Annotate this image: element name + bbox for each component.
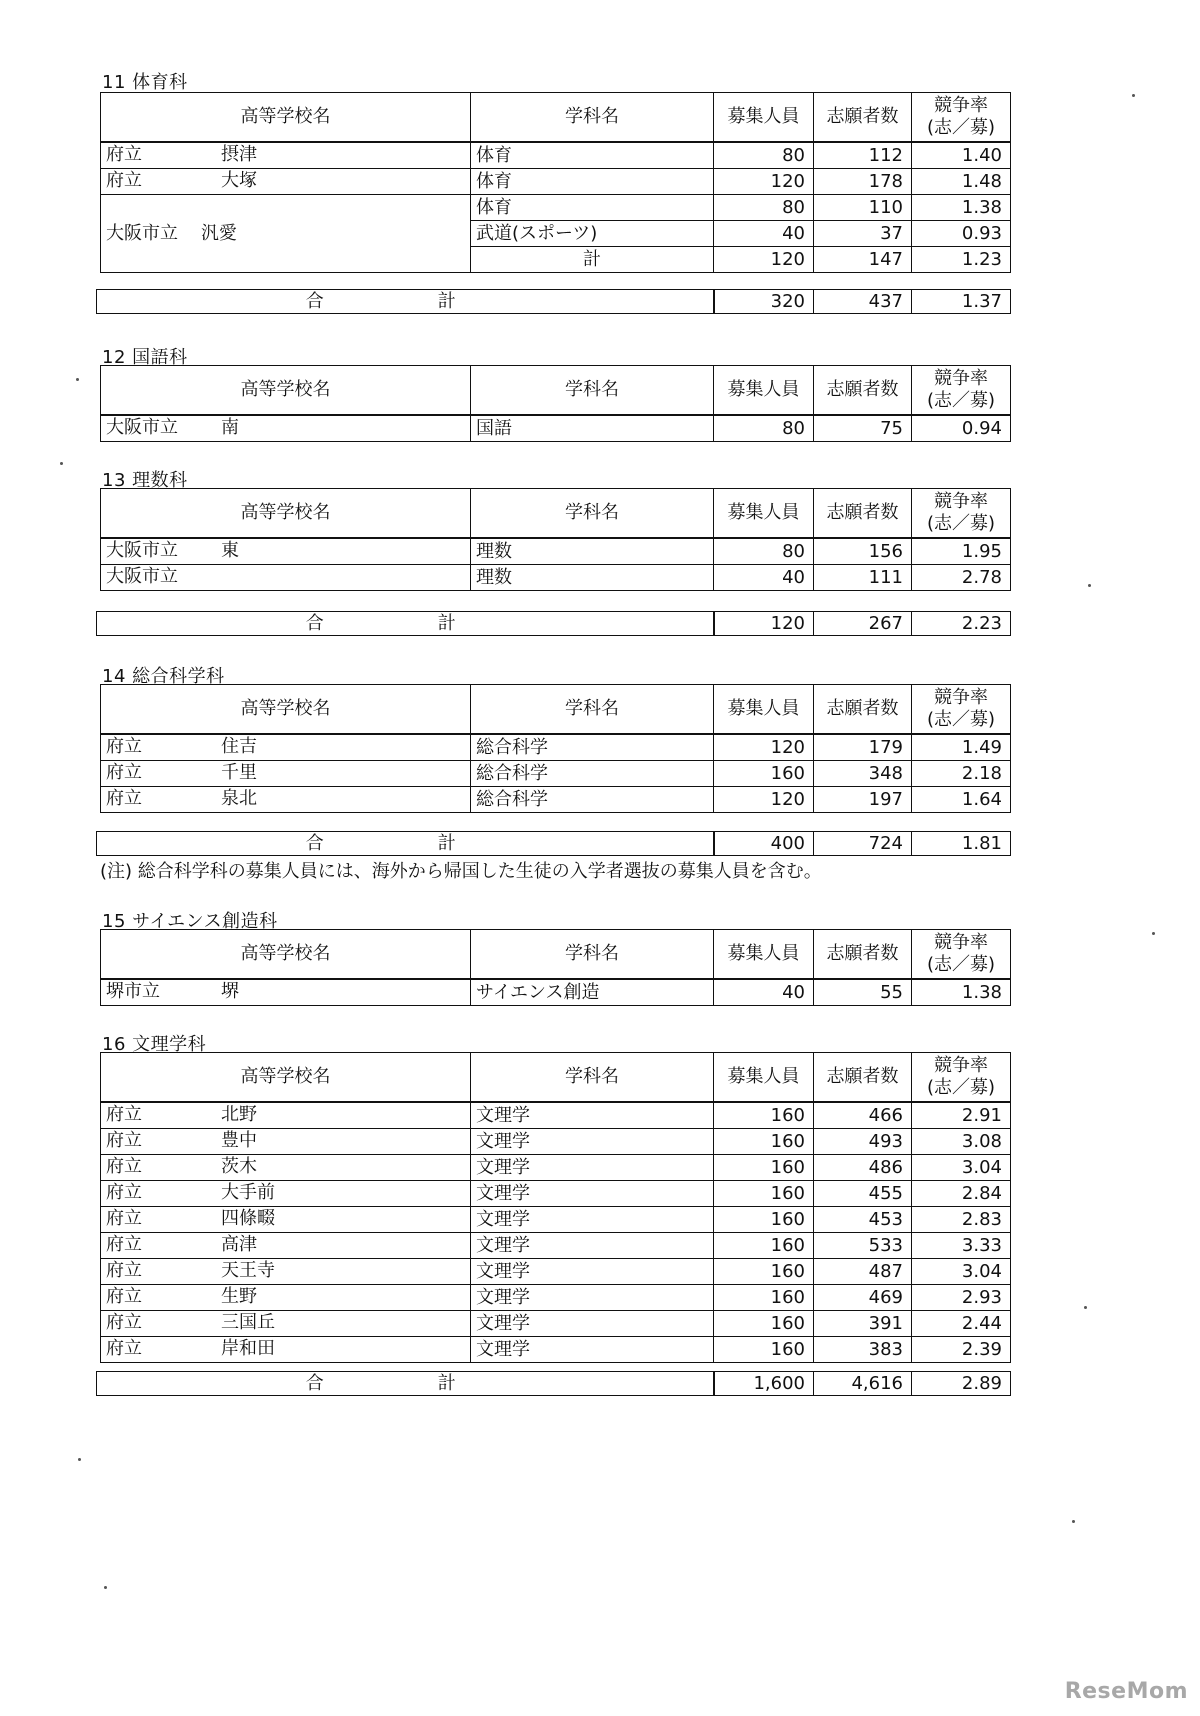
general-science-table: [100, 684, 1011, 813]
table-row: [101, 1259, 1011, 1285]
table-row: [101, 169, 1011, 195]
rate-cell: 2.93: [912, 1285, 1011, 1311]
capacity-cell: 160: [714, 1259, 814, 1285]
scan-speck: [1084, 1306, 1087, 1309]
total-applicants: 724: [814, 832, 912, 856]
scan-speck: [1072, 1520, 1075, 1523]
applicants-cell: 493: [814, 1129, 912, 1155]
school-cell: [101, 761, 471, 787]
capacity-cell: 160: [714, 1233, 814, 1259]
table-row: [101, 787, 1011, 813]
physical-ed-table: [100, 92, 1011, 273]
total-rate: 1.81: [912, 832, 1011, 856]
dept-cell: 国語: [471, 415, 714, 442]
school-pref: 府立: [106, 762, 142, 783]
header-rate-top: 競争率: [934, 1055, 988, 1076]
section-title-physical-ed: 11 体育科: [102, 72, 188, 93]
rate-cell: 2.84: [912, 1181, 1011, 1207]
school-cell: [101, 1337, 471, 1363]
resemom-logo: ReseMom: [1064, 1679, 1188, 1704]
header-rate-bottom: (志／募): [926, 1077, 996, 1098]
capacity-cell: 160: [714, 1129, 814, 1155]
school-pref: 大阪市立: [106, 417, 178, 438]
school-cell: [101, 1311, 471, 1337]
rate-cell: 1.95: [912, 538, 1011, 565]
school-cell: [101, 1259, 471, 1285]
table-row: [101, 1285, 1011, 1311]
rate-cell: 3.33: [912, 1233, 1011, 1259]
dept-cell: 総合科学: [471, 734, 714, 761]
header-dept: 学科名: [471, 930, 714, 980]
dept-cell: 文理学: [471, 1129, 714, 1155]
section-title-science-creation: 15 サイエンス創造科: [102, 911, 278, 932]
section-title-japanese: 12 国語科: [102, 347, 188, 368]
school-cell: [101, 1233, 471, 1259]
dept-cell: 文理学: [471, 1155, 714, 1181]
school-pref: 堺市立: [106, 981, 160, 1002]
school-cell: [101, 1207, 471, 1233]
capacity-cell: 40: [714, 221, 814, 247]
applicants-cell: 197: [814, 787, 912, 813]
total-rate: 1.37: [912, 290, 1011, 314]
school-name: 岸和田: [221, 1338, 275, 1359]
total-capacity: 320: [714, 290, 814, 314]
dept-cell: 体育: [471, 195, 714, 221]
school-pref: 府立: [106, 1338, 142, 1359]
school-pref: 府立: [106, 788, 142, 809]
applicants-cell: 55: [814, 979, 912, 1006]
header-rate: [912, 489, 1011, 539]
table-header-row: [101, 685, 1011, 735]
school-name: 茨木: [221, 1156, 257, 1177]
header-rate-bottom: (志／募): [926, 390, 996, 411]
total-label: 合 計: [97, 1372, 714, 1396]
rate-cell: 3.08: [912, 1129, 1011, 1155]
science-math-table: [100, 488, 1011, 591]
total-label: 合 計: [97, 290, 714, 314]
applicants-cell: 469: [814, 1285, 912, 1311]
school-cell: [101, 734, 471, 761]
capacity-cell: 160: [714, 1155, 814, 1181]
rate-cell: 1.64: [912, 787, 1011, 813]
header-school: 高等学校名: [101, 930, 471, 980]
table-header-row: [101, 489, 1011, 539]
header-rate: [912, 930, 1011, 980]
school-cell: [101, 1102, 471, 1129]
school-pref: 府立: [106, 1234, 142, 1255]
science-math-total: [96, 611, 1011, 636]
table-row: [101, 142, 1011, 169]
capacity-cell: 160: [714, 1181, 814, 1207]
school-name: 高津: [221, 1234, 257, 1255]
table-header-row: [101, 366, 1011, 416]
applicants-cell: 348: [814, 761, 912, 787]
dept-cell: 体育: [471, 169, 714, 195]
school-pref: 府立: [106, 1312, 142, 1333]
school-cell: [101, 1285, 471, 1311]
total-capacity: 120: [714, 612, 814, 636]
total-capacity: 400: [714, 832, 814, 856]
applicants-cell: 111: [814, 565, 912, 591]
school-cell: [101, 787, 471, 813]
school-name: 四條畷: [221, 1208, 275, 1229]
table-row: [101, 1233, 1011, 1259]
rate-cell: 3.04: [912, 1155, 1011, 1181]
header-rate-top: 競争率: [934, 687, 988, 708]
dept-cell: 文理学: [471, 1207, 714, 1233]
total-applicants: 4,616: [814, 1372, 912, 1396]
dept-cell: 文理学: [471, 1337, 714, 1363]
table-header-row: [101, 93, 1011, 143]
dept-cell: 文理学: [471, 1311, 714, 1337]
rate-cell: 3.04: [912, 1259, 1011, 1285]
school-pref: 府立: [106, 1156, 142, 1177]
school-pref: 府立: [106, 144, 142, 165]
header-capacity: 募集人員: [714, 1053, 814, 1103]
capacity-cell: 80: [714, 538, 814, 565]
header-applicants: 志願者数: [814, 1053, 912, 1103]
header-rate-top: 競争率: [934, 932, 988, 953]
header-applicants: 志願者数: [814, 366, 912, 416]
rate-cell: 2.91: [912, 1102, 1011, 1129]
capacity-cell: 120: [714, 734, 814, 761]
school-cell: [101, 169, 471, 195]
school-cell: [101, 538, 471, 565]
school-cell: [101, 1181, 471, 1207]
scan-speck: [1132, 94, 1135, 97]
table-row: [101, 761, 1011, 787]
school-cell: [101, 142, 471, 169]
school-cell: [101, 565, 471, 591]
school-name: 摂津: [221, 144, 257, 165]
section-title-arts-sciences: 16 文理学科: [102, 1034, 207, 1055]
dept-cell: 総合科学: [471, 761, 714, 787]
school-name: 東: [221, 540, 239, 561]
school-cell: [101, 979, 471, 1006]
applicants-cell: 112: [814, 142, 912, 169]
table-row: [101, 1129, 1011, 1155]
school-name: 汎愛: [200, 222, 237, 244]
rate-cell: 2.78: [912, 565, 1011, 591]
school-pref: 府立: [106, 1130, 142, 1151]
section-title-science-math: 13 理数科: [102, 470, 188, 491]
general-science-note: (注) 総合科学科の募集人員には、海外から帰国した生徒の入学者選抜の募集人員を含む。: [100, 861, 822, 882]
total-rate: 2.23: [912, 612, 1011, 636]
dept-cell: 文理学: [471, 1259, 714, 1285]
header-school: 高等学校名: [101, 93, 471, 143]
table-row: [101, 538, 1011, 565]
applicants-cell: 178: [814, 169, 912, 195]
school-pref: 府立: [106, 1182, 142, 1203]
school-pref: 府立: [106, 1260, 142, 1281]
capacity-cell: 160: [714, 1311, 814, 1337]
header-dept: 学科名: [471, 685, 714, 735]
dept-cell: 武道(スポーツ): [471, 221, 714, 247]
table-row: [101, 565, 1011, 591]
table-row: [101, 979, 1011, 1006]
school-cell: [101, 1155, 471, 1181]
header-dept: 学科名: [471, 489, 714, 539]
school-cell-merged: [101, 195, 471, 273]
dept-cell: 文理学: [471, 1233, 714, 1259]
capacity-cell: 120: [714, 169, 814, 195]
header-rate-top: 競争率: [934, 491, 988, 512]
header-capacity: 募集人員: [714, 685, 814, 735]
rate-cell: 1.38: [912, 195, 1011, 221]
scan-speck: [1088, 584, 1091, 587]
applicants-cell: 37: [814, 221, 912, 247]
school-pref: 府立: [106, 1286, 142, 1307]
header-school: 高等学校名: [101, 685, 471, 735]
total-applicants: 267: [814, 612, 912, 636]
dept-cell: 理数: [471, 565, 714, 591]
section-title-general-science: 14 総合科学科: [102, 666, 225, 687]
school-cell: [101, 415, 471, 442]
header-applicants: 志願者数: [814, 685, 912, 735]
rate-cell: 2.44: [912, 1311, 1011, 1337]
physical-ed-total: [96, 289, 1011, 314]
applicants-cell: 383: [814, 1337, 912, 1363]
total-capacity: 1,600: [714, 1372, 814, 1396]
dept-cell: 文理学: [471, 1102, 714, 1129]
capacity-cell: 160: [714, 1285, 814, 1311]
dept-cell: サイエンス創造: [471, 979, 714, 1006]
rate-cell: 2.39: [912, 1337, 1011, 1363]
header-capacity: 募集人員: [714, 93, 814, 143]
scan-speck: [78, 1458, 81, 1461]
dept-cell: 総合科学: [471, 787, 714, 813]
japanese-table: [100, 365, 1011, 442]
capacity-cell: 160: [714, 1337, 814, 1363]
school-pref: 大阪市立: [106, 540, 178, 561]
dept-cell: 体育: [471, 142, 714, 169]
table-row: [101, 1181, 1011, 1207]
table-row: [101, 1155, 1011, 1181]
header-school: 高等学校名: [101, 366, 471, 416]
scan-speck: [60, 462, 63, 465]
applicants-cell: 453: [814, 1207, 912, 1233]
total-applicants: 437: [814, 290, 912, 314]
total-label: 合 計: [97, 832, 714, 856]
school-name: 三国丘: [221, 1312, 275, 1333]
table-row: [101, 1102, 1011, 1129]
dept-cell: 理数: [471, 538, 714, 565]
table-row: [101, 734, 1011, 761]
header-rate-top: 競争率: [934, 95, 988, 116]
school-name: 堺: [221, 981, 239, 1002]
rate-cell: 1.49: [912, 734, 1011, 761]
school-name: 大手前: [221, 1182, 275, 1203]
capacity-cell: 40: [714, 979, 814, 1006]
capacity-cell: 160: [714, 761, 814, 787]
header-capacity: 募集人員: [714, 366, 814, 416]
applicants-cell: 156: [814, 538, 912, 565]
capacity-cell: 80: [714, 415, 814, 442]
dept-cell: 文理学: [471, 1181, 714, 1207]
school-name: 天王寺: [221, 1260, 275, 1281]
header-school: 高等学校名: [101, 489, 471, 539]
applicants-cell: 179: [814, 734, 912, 761]
dept-cell: 文理学: [471, 1285, 714, 1311]
applicants-cell: 533: [814, 1233, 912, 1259]
school-pref: 府立: [106, 736, 142, 757]
applicants-cell: 110: [814, 195, 912, 221]
capacity-cell: 40: [714, 565, 814, 591]
dept-cell: 計: [471, 247, 714, 273]
header-dept: 学科名: [471, 366, 714, 416]
school-pref: 大阪市立: [106, 222, 178, 244]
capacity-cell: 160: [714, 1207, 814, 1233]
header-rate: [912, 366, 1011, 416]
applicants-cell: 466: [814, 1102, 912, 1129]
header-rate: [912, 685, 1011, 735]
rate-cell: 2.18: [912, 761, 1011, 787]
header-rate: [912, 1053, 1011, 1103]
header-rate-bottom: (志／募): [926, 954, 996, 975]
scan-speck: [76, 378, 79, 381]
header-capacity: 募集人員: [714, 489, 814, 539]
scan-speck: [1152, 932, 1155, 935]
applicants-cell: 487: [814, 1259, 912, 1285]
header-capacity: 募集人員: [714, 930, 814, 980]
table-row: [101, 1207, 1011, 1233]
school-name: 泉北: [221, 788, 257, 809]
school-name: 千里: [221, 762, 257, 783]
header-applicants: 志願者数: [814, 930, 912, 980]
header-rate-top: 競争率: [934, 368, 988, 389]
header-applicants: 志願者数: [814, 489, 912, 539]
rate-cell: 1.40: [912, 142, 1011, 169]
rate-cell: 0.93: [912, 221, 1011, 247]
applicants-cell: 486: [814, 1155, 912, 1181]
arts-sciences-table: [100, 1052, 1011, 1363]
rate-cell: 1.23: [912, 247, 1011, 273]
table-row: [101, 1311, 1011, 1337]
school-name: 北野: [221, 1104, 257, 1125]
header-applicants: 志願者数: [814, 93, 912, 143]
school-name: 南: [221, 417, 239, 438]
school-cell: [101, 1129, 471, 1155]
applicants-cell: 75: [814, 415, 912, 442]
arts-sciences-total: [96, 1371, 1011, 1396]
school-pref: 府立: [106, 1208, 142, 1229]
header-rate-bottom: (志／募): [926, 513, 996, 534]
capacity-cell: 160: [714, 1102, 814, 1129]
total-rate: 2.89: [912, 1372, 1011, 1396]
table-row: [101, 1337, 1011, 1363]
rate-cell: 0.94: [912, 415, 1011, 442]
header-dept: 学科名: [471, 1053, 714, 1103]
applicants-cell: 147: [814, 247, 912, 273]
applicants-cell: 391: [814, 1311, 912, 1337]
table-header-row: [101, 930, 1011, 980]
rate-cell: 2.83: [912, 1207, 1011, 1233]
capacity-cell: 80: [714, 195, 814, 221]
scan-speck: [104, 1586, 107, 1589]
capacity-cell: 120: [714, 247, 814, 273]
general-science-total: [96, 831, 1011, 856]
table-row: [101, 415, 1011, 442]
header-rate-bottom: (志／募): [926, 709, 996, 730]
capacity-cell: 80: [714, 142, 814, 169]
capacity-cell: 120: [714, 787, 814, 813]
school-pref: 府立: [106, 170, 142, 191]
school-name: 豊中: [221, 1130, 257, 1151]
table-row: [101, 195, 1011, 221]
school-name: 住吉: [221, 736, 257, 757]
school-pref: 府立: [106, 1104, 142, 1125]
science-creation-table: [100, 929, 1011, 1006]
rate-cell: 1.48: [912, 169, 1011, 195]
header-rate: [912, 93, 1011, 143]
header-dept: 学科名: [471, 93, 714, 143]
header-school: 高等学校名: [101, 1053, 471, 1103]
applicants-cell: 455: [814, 1181, 912, 1207]
rate-cell: 1.38: [912, 979, 1011, 1006]
total-label: 合 計: [97, 612, 714, 636]
school-pref: 大阪市立: [106, 566, 178, 587]
table-header-row: [101, 1053, 1011, 1103]
school-name: 大塚: [221, 170, 257, 191]
school-name: 生野: [221, 1286, 257, 1307]
header-rate-bottom: (志／募): [926, 117, 996, 138]
